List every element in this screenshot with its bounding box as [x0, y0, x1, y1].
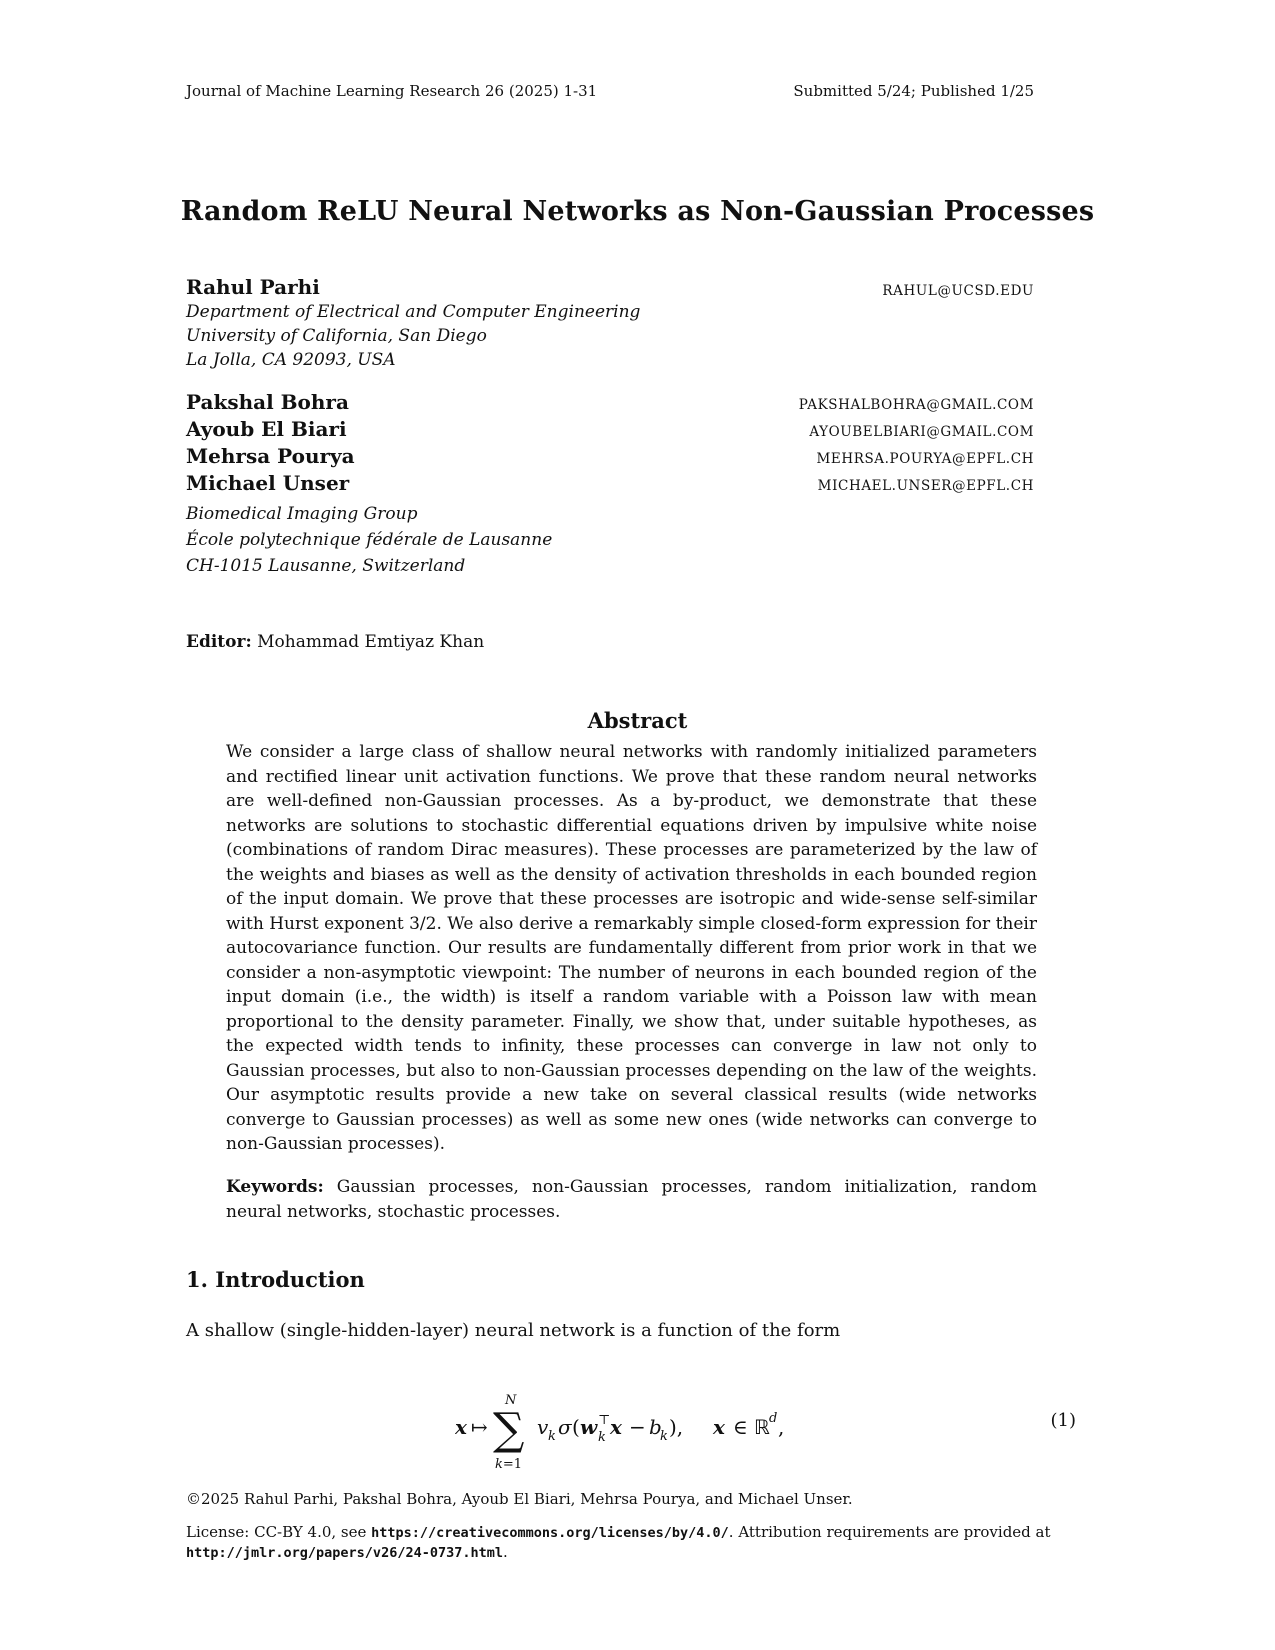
editor-line — [186, 632, 484, 652]
svg-text:k: k — [548, 1429, 556, 1444]
paper-link[interactable]: http://jmlr.org/papers/v26/24-0737.html — [186, 1545, 503, 1561]
affiliation-line: CH-1015 Lausanne, Switzerland — [186, 556, 466, 576]
author-email: AYOUBELBIARI@GMAIL.COM — [809, 424, 1034, 440]
svg-text:∑: ∑ — [493, 1404, 525, 1455]
author-name: Mehrsa Pourya — [186, 444, 355, 468]
intro-sentence: A shallow (single-hidden-layer) neural network is a function of the form — [186, 1320, 841, 1341]
author-name: Pakshal Bohra — [186, 390, 349, 414]
author-name: Ayoub El Biari — [186, 417, 347, 441]
affiliation-line: Department of Electrical and Computer Engineering — [186, 302, 641, 322]
svg-text:(: ( — [572, 1415, 580, 1439]
svg-text:x: x — [713, 1415, 725, 1439]
section-title: Introduction — [215, 1267, 365, 1292]
affiliation-line: Biomedical Imaging Group — [186, 504, 418, 524]
svg-text:),: ), — [669, 1415, 684, 1439]
section-heading — [186, 1267, 365, 1292]
author-email: MEHRSA.POURYA@EPFL.CH — [816, 451, 1034, 467]
svg-text:d: d — [769, 1411, 778, 1426]
license-prefix: License: CC-BY 4.0, see — [186, 1523, 372, 1541]
submission-info: Submitted 5/24; Published 1/25 — [793, 82, 1034, 100]
svg-text:ℝ: ℝ — [754, 1415, 770, 1439]
abstract-heading: Abstract — [587, 708, 688, 733]
editor-label: Editor: — [186, 632, 252, 652]
svg-text:x: x — [455, 1415, 467, 1439]
keywords — [226, 1175, 1037, 1224]
license-link[interactable]: https://creativecommons.org/licenses/by/4.0/ — [371, 1525, 729, 1541]
equation-number: (1) — [1050, 1410, 1076, 1431]
svg-text:⊤: ⊤ — [598, 1413, 611, 1428]
section-number: 1. — [186, 1267, 208, 1292]
license-end: . — [502, 1543, 508, 1561]
svg-text:x: x — [610, 1415, 622, 1439]
license-notice — [186, 1523, 1076, 1563]
license-mid: . Attribution requirements are provided at — [728, 1523, 1051, 1541]
author-name: Rahul Parhi — [186, 275, 320, 299]
author-email: RAHUL@UCSD.EDU — [882, 283, 1034, 299]
svg-text:N: N — [505, 1393, 517, 1408]
svg-text:k: k — [660, 1429, 668, 1444]
copyright-notice: ©2025 Rahul Parhi, Pakshal Bohra, Ayoub El Biari, Mehrsa Pourya, and Michael Unser. — [186, 1490, 853, 1508]
svg-text:−: − — [629, 1415, 646, 1439]
affiliation-line: University of California, San Diego — [186, 326, 487, 346]
svg-text:σ: σ — [558, 1415, 572, 1439]
equation-graphic — [455, 1388, 1075, 1478]
svg-text:k: k — [598, 1430, 606, 1445]
editor-name: Mohammad Emtiyaz Khan — [257, 632, 485, 652]
keywords-label: Keywords: — [226, 1177, 324, 1197]
keywords-text: Gaussian processes, non-Gaussian processes, random initialization, random neural networks, stochastic processes. — [226, 1177, 1037, 1222]
affiliation-line: La Jolla, CA 92093, USA — [186, 350, 396, 370]
equation-1 — [455, 1388, 1075, 1478]
svg-text:k=1: k=1 — [495, 1457, 523, 1472]
svg-text:v: v — [537, 1415, 549, 1439]
svg-text:,: , — [778, 1415, 785, 1439]
svg-text:↦: ↦ — [471, 1415, 488, 1439]
svg-text:b: b — [649, 1415, 662, 1439]
author-email: PAKSHALBOHRA@GMAIL.COM — [798, 397, 1034, 413]
svg-text:w: w — [580, 1415, 598, 1439]
paper-title: Random ReLU Neural Networks as Non-Gaussian Processes — [180, 196, 1095, 227]
affiliation-line: École polytechnique fédérale de Lausanne — [186, 530, 553, 550]
author-email: MICHAEL.UNSER@EPFL.CH — [817, 478, 1034, 494]
journal-header: Journal of Machine Learning Research 26 (2025) 1-31 — [186, 82, 598, 100]
svg-text:∈: ∈ — [733, 1415, 748, 1439]
abstract-text: We consider a large class of shallow neural networks with randomly initialized parameters and rectified linear unit activation functions. We prove that these random neural networks are well-defined non-Gaussian processes. As a by-product, we demonstrate that these networks are solutions to stochastic differential equations driven by impulsive white noise (combinations of random Dirac measures). These processes are parameterized by the law of the weights and biases as well as the density of activation thresholds in each bounded region of the input domain. We prove that these processes are isotropic and wide-sense self-similar with Hurst exponent 3/2. We also derive a remarkably simple closed-form expression for their autocovariance function. Our results are fundamentally different from prior work in that we consider a non-asymptotic viewpoint: The number of neurons in each bounded region of the input domain (i.e., the width) is itself a random variable with a Poisson law with mean proportional to the density parameter. Finally, we show that, under suitable hypotheses, as the expected width tends to infinity, these processes can converge in law not only to Gaussian processes, but also to non-Gaussian processes depending on the law of the weights. Our asymptotic results provide a new take on several classical results (wide networks converge to Gaussian processes) as well as some new ones (wide networks can converge to non-Gaussian processes). — [226, 742, 1037, 1154]
author-name: Michael Unser — [186, 471, 350, 495]
